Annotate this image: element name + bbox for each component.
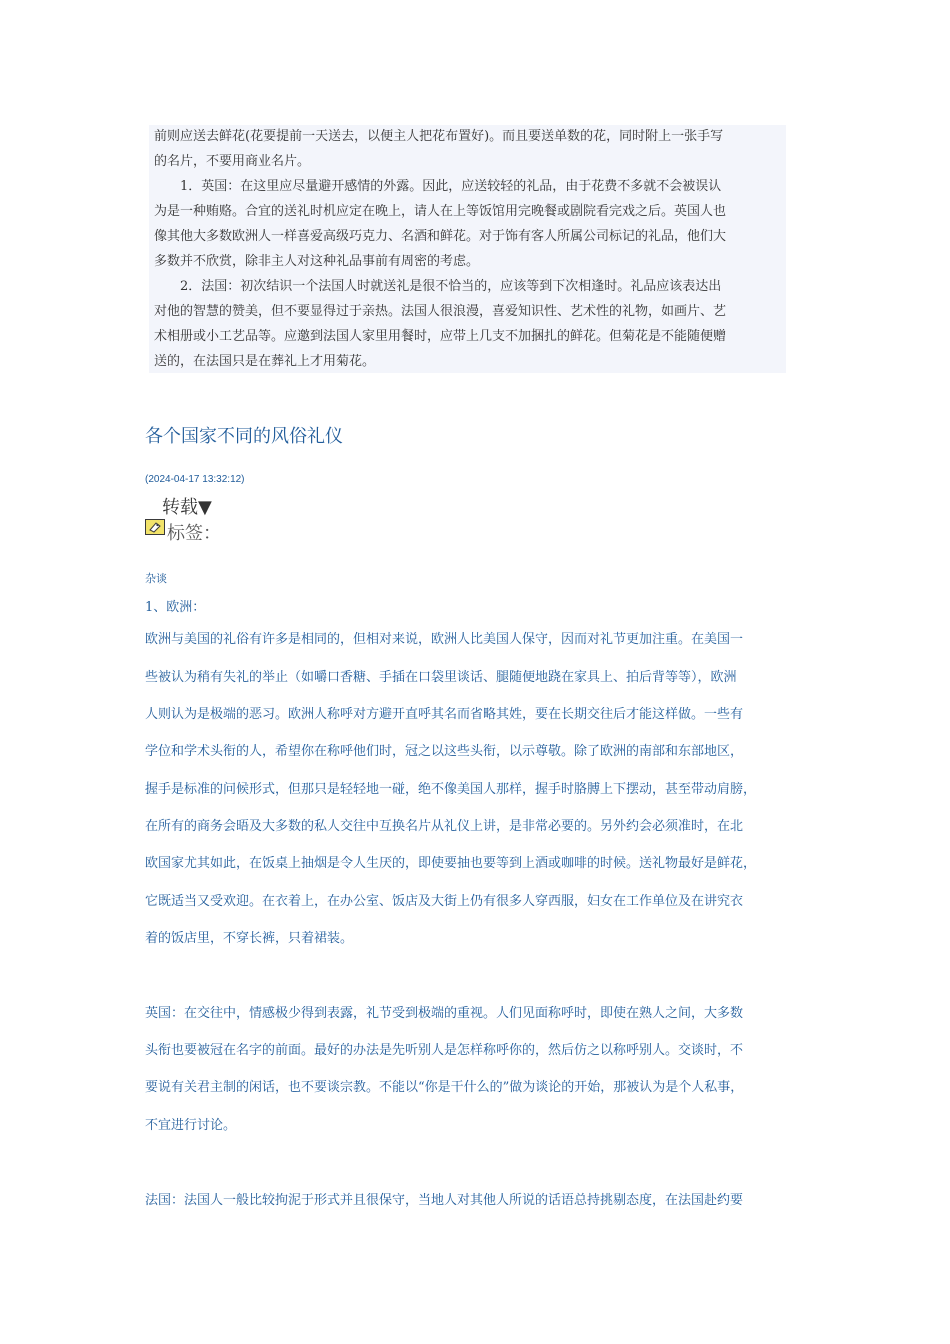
body-line: 人则认为是极端的恶习。欧洲人称呼对方避开直呼其名而省略其姓，要在长期交往后才能这样做。一些有	[145, 707, 744, 722]
quote-line: 前则应送去鲜花(花要提前一天送去，以便主人把花布置好)。而且要送单数的花，同时附上一张手写	[154, 129, 724, 144]
body-line: 在所有的商务会晤及大多数的私人交往中互换名片从礼仪上讲，是非常必要的。另外约会必须准时，在北	[145, 819, 744, 834]
quote-line: 2．法国：初次结识一个法国人时就送礼是很不恰当的，应该等到下次相逢时。礼品应该表达出	[154, 279, 722, 294]
body-line: 欧国家尤其如此，在饭桌上抽烟是令人生厌的，即使要抽也要等到上酒或咖啡的时候。送礼物最好是鲜花，	[145, 856, 757, 871]
quote-line: 对他的智慧的赞美，但不要显得过于亲热。法国人很浪漫，喜爱知识性、艺术性的礼物，如画片、艺	[154, 304, 727, 319]
body-line: 它既适当又受欢迎。在衣着上，在办公室、饭店及大街上仍有很多人穿西服，妇女在工作单位及在讲究衣	[145, 894, 744, 909]
body-line: 要说有关君主制的闲话，也不要谈宗教。不能以“你是干什么的”做为谈论的开始，那被认为是个人私事，	[145, 1080, 744, 1095]
body-line: 欧洲与美国的礼俗有许多是相同的，但相对来说，欧洲人比美国人保守，因而对礼节更加注重。在美国一	[145, 632, 744, 647]
article-timestamp: (2024-04-17 13:32:12)	[145, 474, 245, 485]
quote-line: 多数并不欣赏，除非主人对这种礼品事前有周密的考虑。	[154, 254, 480, 269]
body-line: 着的饭店里，不穿长裤，只着裙装。	[145, 931, 354, 946]
body-line: 不宜进行讨论。	[145, 1118, 237, 1133]
body-line: 头衔也要被冠在名字的前面。最好的办法是先听别人是怎样称呼你的，然后仿之以称呼别人。交谈时，不	[145, 1043, 744, 1058]
quote-line: 1．英国：在这里应尽量避开感情的外露。因此，应送较轻的礼品，由于花费不多就不会被误认	[154, 179, 722, 194]
body-line: 学位和学术头衔的人，希望你在称呼他们时，冠之以这些头衔，以示尊敬。除了欧洲的南部和东部地区，	[145, 744, 744, 759]
repost-dropdown[interactable]: 转载▼	[162, 497, 212, 518]
body-line: 法国：法国人一般比较拘泥于形式并且很保守，当地人对其他人所说的话语总持挑剔态度，在法国赴约要	[145, 1193, 744, 1208]
body-line: 英国：在交往中，情感极少得到表露，礼节受到极端的重视。人们见面称呼时，即使在熟人之间，大多数	[145, 1006, 744, 1021]
tags-label: 标签：	[167, 523, 221, 544]
quote-line: 为是一种贿赂。合宜的送礼时机应定在晚上，请人在上等饭馆用完晚餐或剧院看完戏之后。英国人也	[154, 204, 727, 219]
body-line: 些被认为稍有失礼的举止（如嚼口香糖、手插在口袋里谈话、腿随便地跷在家具上、拍后背等等），欧洲	[145, 670, 737, 685]
section-heading: 1、欧洲：	[145, 600, 206, 615]
article-title[interactable]: 各个国家不同的风俗礼仪	[145, 426, 343, 447]
quote-line: 的名片，不要用商业名片。	[154, 154, 311, 169]
quote-line: 送的，在法国只是在葬礼上才用菊花。	[154, 354, 376, 369]
quote-line: 像其他大多数欧洲人一样喜爱高级巧克力、名酒和鲜花。对于饰有客人所属公司标记的礼品，他们大	[154, 229, 727, 244]
quote-line: 术相册或小工艺品等。应邀到法国人家里用餐时，应带上几支不加捆扎的鲜花。但菊花是不能随便赠	[154, 329, 727, 344]
tag-icon	[145, 519, 165, 535]
body-line: 握手是标准的问候形式，但那只是轻轻地一碰，绝不像美国人那样，握手时胳膊上下摆动，甚至带动肩膀，	[145, 782, 757, 797]
category-link[interactable]: 杂谈	[145, 572, 167, 585]
